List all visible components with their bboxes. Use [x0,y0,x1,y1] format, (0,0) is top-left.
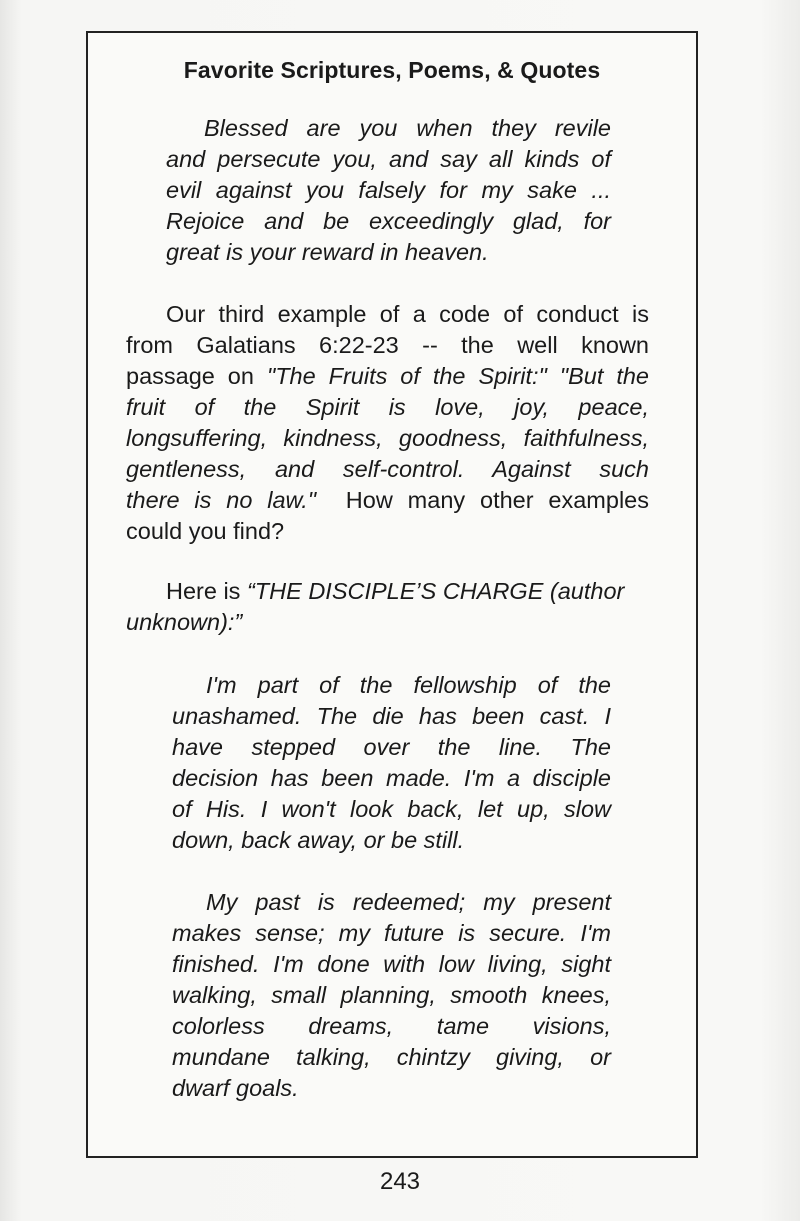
paragraph-line: could you find? [126,518,285,544]
text-frame [86,31,698,1158]
quote-line: and persecute you, and say all kinds of [166,146,611,172]
quote-line: evil against you falsely for my sake ... [166,177,611,203]
paragraph-text: Here is [166,578,247,604]
paragraph-line: gentleness, and self-control. Against such [126,456,649,482]
charge-line: finished. I'm done with low living, sight [172,951,611,977]
charge-stanza-1 [172,670,611,856]
disciples-charge-intro [126,576,649,638]
charge-title: “THE DISCIPLE’S CHARGE (author [246,578,625,604]
page-number: 243 [379,1168,421,1195]
paragraph-line [126,576,649,607]
charge-stanza-2 [172,887,611,1104]
paragraph-line: unknown):” [126,609,243,635]
charge-line: down, back away, or be still. [172,827,465,853]
charge-line: dwarf goals. [172,1075,299,1101]
paragraph-line [126,361,649,392]
charge-line: My past is redeemed; my present [206,889,611,915]
paragraph-line: longsuffering, kindness, goodness, faithfulness, [126,425,649,451]
paragraph-text: passage on [126,363,267,389]
charge-line: I'm part of the fellowship of the [206,672,611,698]
paragraph-line: from Galatians 6:22-23 -- the well known [126,332,649,358]
paragraph-line: fruit of the Spirit is love, joy, peace, [126,394,649,420]
paragraph-line: Our third example of a code of conduct is [166,301,649,327]
charge-line: of His. I won't look back, let up, slow [172,796,611,822]
quote-line: great is your reward in heaven. [166,239,489,265]
fruits-title: "The Fruits of the Spirit:" "But the [266,363,649,389]
scripture-quote [166,113,611,268]
charge-line: makes sense; my future is secure. I'm [172,920,611,946]
charge-line: decision has been made. I'm a disciple [172,765,611,791]
charge-line: have stepped over the line. The [172,734,611,760]
paragraph-line [126,485,649,516]
quote-line: Blessed are you when they revile [204,115,611,141]
scripture-ending: there is no law." [126,487,317,513]
paragraph-text: How many other examples [316,487,649,513]
charge-line: colorless dreams, tame visions, [172,1013,611,1039]
quote-line: Rejoice and be exceedingly glad, for [166,208,611,234]
charge-line: walking, small planning, smooth knees, [172,982,611,1008]
galatians-paragraph [126,299,649,547]
charge-line: unashamed. The die has been cast. I [172,703,611,729]
charge-line: mundane talking, chintzy giving, or [172,1044,611,1070]
page-heading: Favorite Scriptures, Poems, & Quotes [183,57,601,83]
